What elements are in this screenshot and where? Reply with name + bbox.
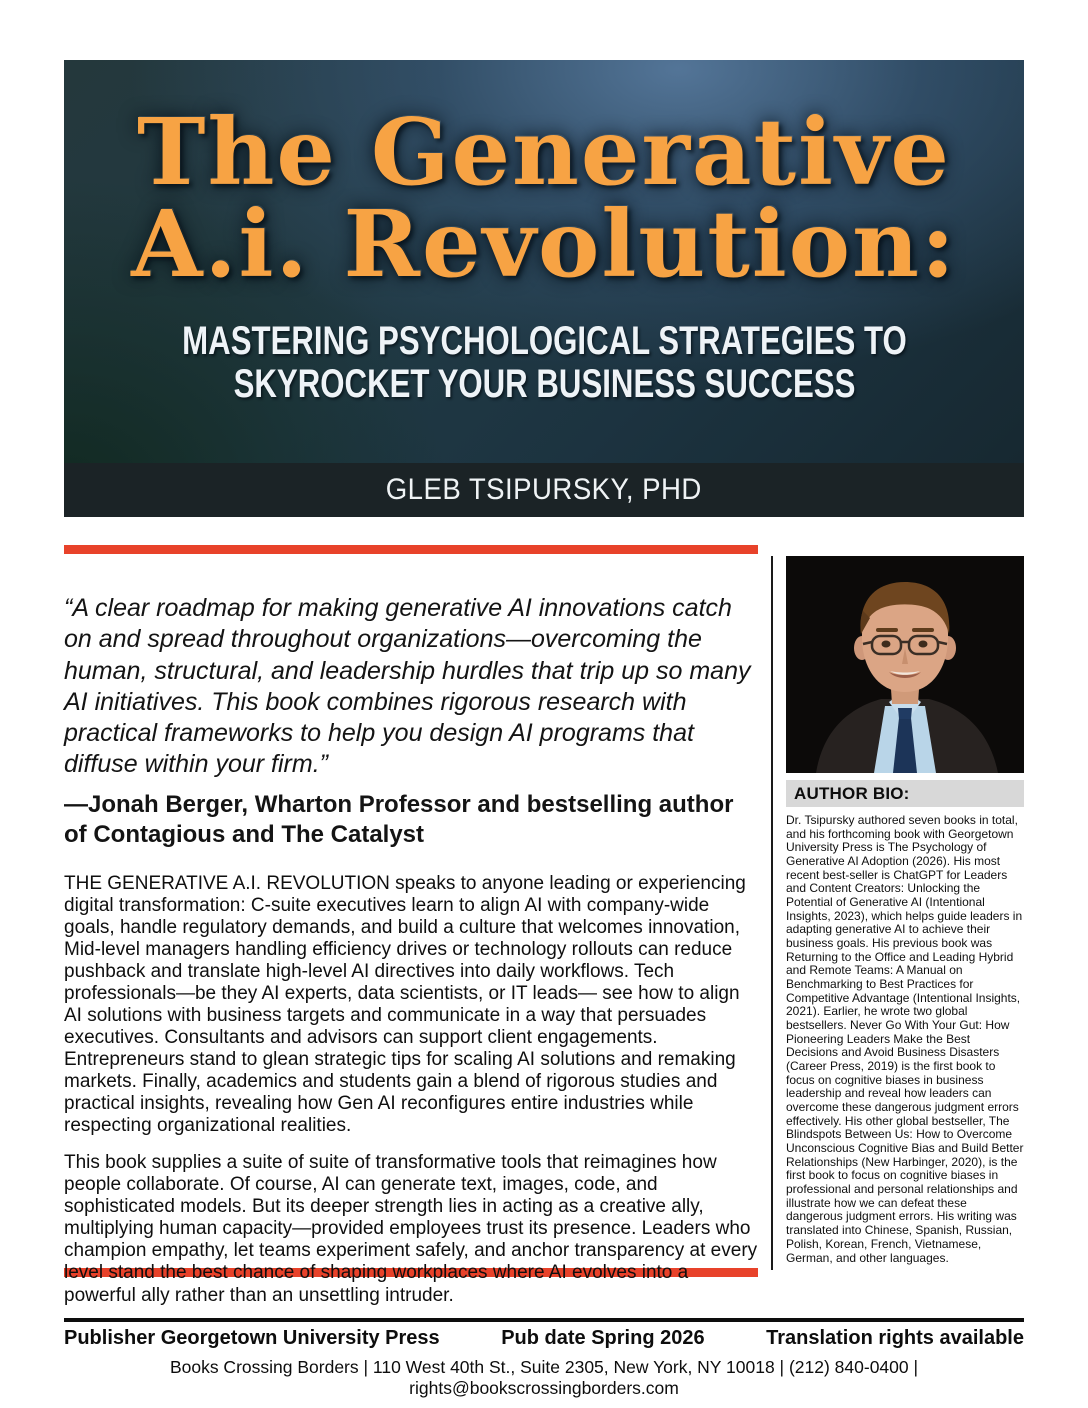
- author-sidebar: [786, 556, 1024, 1265]
- author-name-band: [64, 463, 1024, 517]
- cover-header: [64, 60, 1024, 517]
- author-bio-heading: AUTHOR BIO:: [786, 780, 1024, 807]
- cover-header-content: [64, 60, 1024, 463]
- footer-meta-row: [64, 1327, 1024, 1350]
- main-column: [64, 593, 758, 1307]
- footer-rule: [64, 1318, 1024, 1322]
- description-paragraph-2: This book supplies a suite of suite of transformative tools that reimagines how people collaborate. Of course, AI can generate text, images, code, and sophisticated models. But its deeper strength lies in acting as a creative ally, multiplying human capacity—provided employees trust its presence. Leaders who champion empathy, let teams experiment safely, and anchor transparency at every level stand the best chance of shaping workplaces where AI evolves into a powerful ally rather than an unsettling intruder.: [64, 1152, 758, 1306]
- description-paragraph-1: THE GENERATIVE A.I. REVOLUTION speaks to anyone leading or experiencing digital transformation: C-suite executives learn to align AI with company-wide goals, handle regulatory demands, and build a culture that welcomes innovation, Mid-level managers handling efficiency drives or technology rollouts can reduce pushback and translate high-level AI directives into daily workflows. Tech professionals—be they AI experts, data scientists, or IT leads— see how to align AI solutions with business targets and communicate in a way that persuades executives. Consultants and advisors can support client engagements. Entrepreneurs stand to glean strategic tips for scaling AI solutions and remaking markets. Finally, academics and students gain a blend of rigorous studies and practical insights, revealing how Gen AI reconfigures entire industries while respecting organizational realities.: [64, 872, 746, 1137]
- book-subtitle-line1: MASTERING PSYCHOLOGICAL STRATEGIES TO: [181, 319, 907, 363]
- endorsement-quote: “A clear roadmap for making generative AI innovations catch on and spread throughout organizations—overcoming the human, structural, and leadership hurdles that trip up so many AI initiatives. This book combines rigorous research with practical frameworks to help you design AI programs that diffuse within your firm.”: [64, 594, 751, 779]
- author-photo: [786, 556, 1024, 773]
- author-headshot-illustration: [786, 556, 1024, 773]
- endorsement-attribution: —Jonah Berger, Wharton Professor and bestselling author of Contagious and The Catalyst: [64, 790, 734, 849]
- column-divider: [771, 556, 773, 1270]
- footer-pub-date: Pub date Spring 2026: [501, 1327, 705, 1349]
- book-title-line2: A.i. Revolution:: [131, 190, 957, 298]
- footer-contact-line: Books Crossing Borders | 110 West 40th St., Suite 2305, New York, NY 10018 | (212) 840-0400 | rights@bookscrossingborders.com: [169, 1357, 919, 1398]
- book-subtitle-line2: SKYROCKET YOUR BUSINESS SUCCESS: [233, 362, 855, 407]
- book-subtitle: [80, 320, 1009, 406]
- book-title: [131, 98, 957, 298]
- book-title-line1: The Generative: [137, 98, 951, 206]
- red-rule-top: [64, 545, 758, 554]
- footer-publisher: Publisher Georgetown University Press: [64, 1327, 440, 1349]
- footer-rights: Translation rights available: [766, 1327, 1024, 1349]
- author-name: GLEB TSIPURSKY, PHD: [385, 473, 703, 506]
- author-bio-text: Dr. Tsipursky authored seven books in total, and his forthcoming book with Georgetown University Press is The Psychology of Generative AI Adoption (2026). His most recent best-seller is ChatGPT for Leaders and Content Creators: Unlocking the Potential of Generative AI (Intentional Insights, 2023), which helps guide leaders in adapting generative AI to achieve their business goals. His previous book was Returning to the Office and Leading Hybrid and Remote Teams: A Manual on Benchmarking to Best Practices for Competitive Advantage (Intentional Insights, 2021). Earlier, he wrote two global bestsellers. Never Go With Your Gut: How Pioneering Leaders Make the Best Decisions and Avoid Business Disasters (Career Press, 2019) is the first book to focus on cognitive biases in business leadership and reveal how leaders can overcome these dangerous judgment errors effectively. His other global bestseller, The Blindspots Between Us: How to Overcome Unconscious Cognitive Bias and Build Better Relationships (New Harbinger, 2020), is the first book to focus on cognitive biases in professional and personal relationships and illustrate how we can defeat these dangerous judgment errors. His writing was translated into Chinese, Spanish, Russian, Polish, Korean, French, Vietnamese, German, and other languages.: [786, 813, 1024, 1265]
